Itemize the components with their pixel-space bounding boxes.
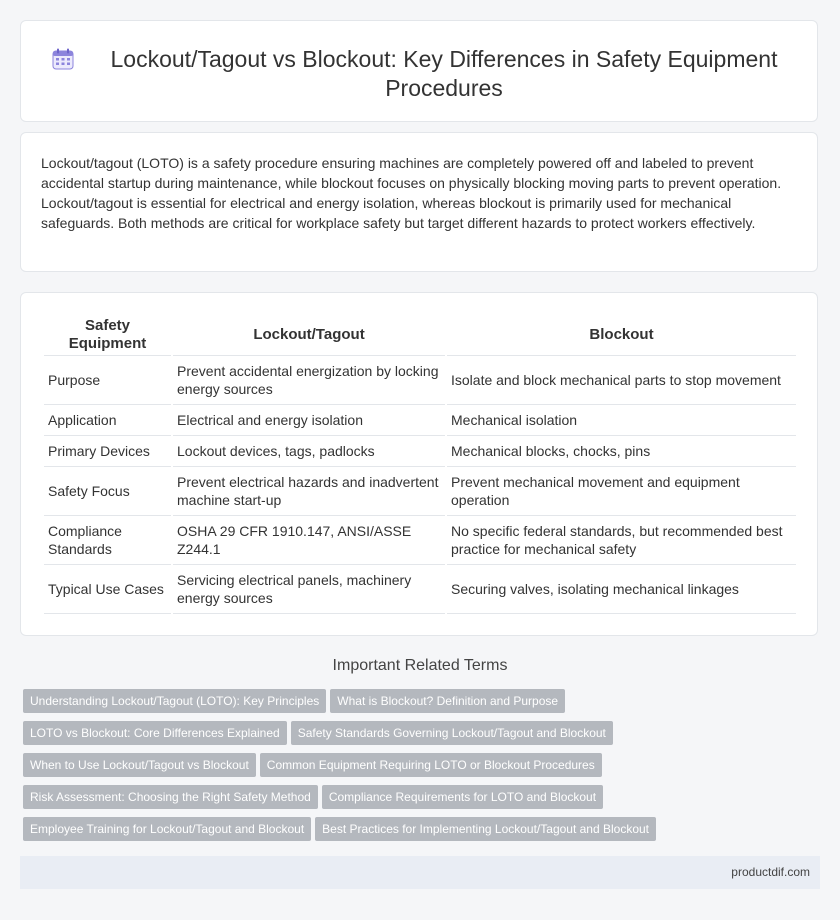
footer-site-link[interactable]: productdif.com (731, 865, 810, 879)
related-term-link[interactable]: LOTO vs Blockout: Core Differences Explained (23, 721, 287, 745)
table-cell: Securing valves, isolating mechanical linkages (447, 565, 796, 614)
table-cell: Primary Devices (44, 436, 171, 467)
table-row (44, 356, 796, 405)
header-card (20, 20, 818, 122)
table-row (44, 565, 796, 614)
table-row (44, 516, 796, 565)
table-cell: No specific federal standards, but recommended best practice for mechanical safety (447, 516, 796, 565)
intro-card (20, 132, 818, 272)
table-cell: Application (44, 405, 171, 436)
table-cell: Prevent accidental energization by locking energy sources (173, 356, 445, 405)
table-header-row (44, 315, 796, 356)
related-term-link[interactable]: Risk Assessment: Choosing the Right Safety Method (23, 785, 318, 809)
table-cell: Safety Focus (44, 467, 171, 516)
table-cell: Servicing electrical panels, machinery energy sources (173, 565, 445, 614)
intro-paragraph: Lockout/tagout (LOTO) is a safety procedure ensuring machines are completely powered off and labeled to prevent accidental startup during maintenance, while blockout focuses on physically blocking moving parts to prevent operation. Lockout/tagout is essential for electrical and energy isolation, whereas blockout is primarily used for mechanical safeguards. Both methods are critical for workplace safety but target different hazards to protect workers effectively. (41, 155, 782, 231)
related-term-link[interactable]: When to Use Lockout/Tagout vs Blockout (23, 753, 256, 777)
table-cell: Lockout devices, tags, padlocks (173, 436, 445, 467)
table-cell: Prevent mechanical movement and equipment operation (447, 467, 796, 516)
column-header: Blockout (447, 315, 796, 356)
calendar-icon (51, 47, 75, 71)
related-term-link[interactable]: Understanding Lockout/Tagout (LOTO): Key Principles (23, 689, 326, 713)
column-header: Safety Equipment (44, 315, 171, 356)
comparison-table (42, 315, 798, 614)
related-term-link[interactable]: Compliance Requirements for LOTO and Blockout (322, 785, 603, 809)
related-term-link[interactable]: Common Equipment Requiring LOTO or Blockout Procedures (260, 753, 602, 777)
related-term-link[interactable]: Best Practices for Implementing Lockout/Tagout and Blockout (315, 817, 656, 841)
page-title: Lockout/Tagout vs Blockout: Key Differences in Safety Equipment Procedures (110, 46, 778, 101)
related-terms-heading: Important Related Terms (332, 657, 508, 674)
table-cell: Isolate and block mechanical parts to stop movement (447, 356, 796, 405)
table-row (44, 436, 796, 467)
footer (20, 856, 820, 889)
table-cell: OSHA 29 CFR 1910.147, ANSI/ASSE Z244.1 (173, 516, 445, 565)
comparison-card (20, 292, 818, 636)
related-terms-list (23, 689, 823, 849)
table-cell: Mechanical isolation (447, 405, 796, 436)
table-cell: Compliance Standards (44, 516, 171, 565)
related-term-link[interactable]: What is Blockout? Definition and Purpose (330, 689, 565, 713)
table-cell: Purpose (44, 356, 171, 405)
table-cell: Prevent electrical hazards and inadvertent machine start-up (173, 467, 445, 516)
table-cell: Mechanical blocks, chocks, pins (447, 436, 796, 467)
related-term-link[interactable]: Employee Training for Lockout/Tagout and Blockout (23, 817, 311, 841)
table-cell: Electrical and energy isolation (173, 405, 445, 436)
related-term-link[interactable]: Safety Standards Governing Lockout/Tagout and Blockout (291, 721, 613, 745)
table-row (44, 405, 796, 436)
column-header: Lockout/Tagout (173, 315, 445, 356)
table-cell: Typical Use Cases (44, 565, 171, 614)
table-row (44, 467, 796, 516)
